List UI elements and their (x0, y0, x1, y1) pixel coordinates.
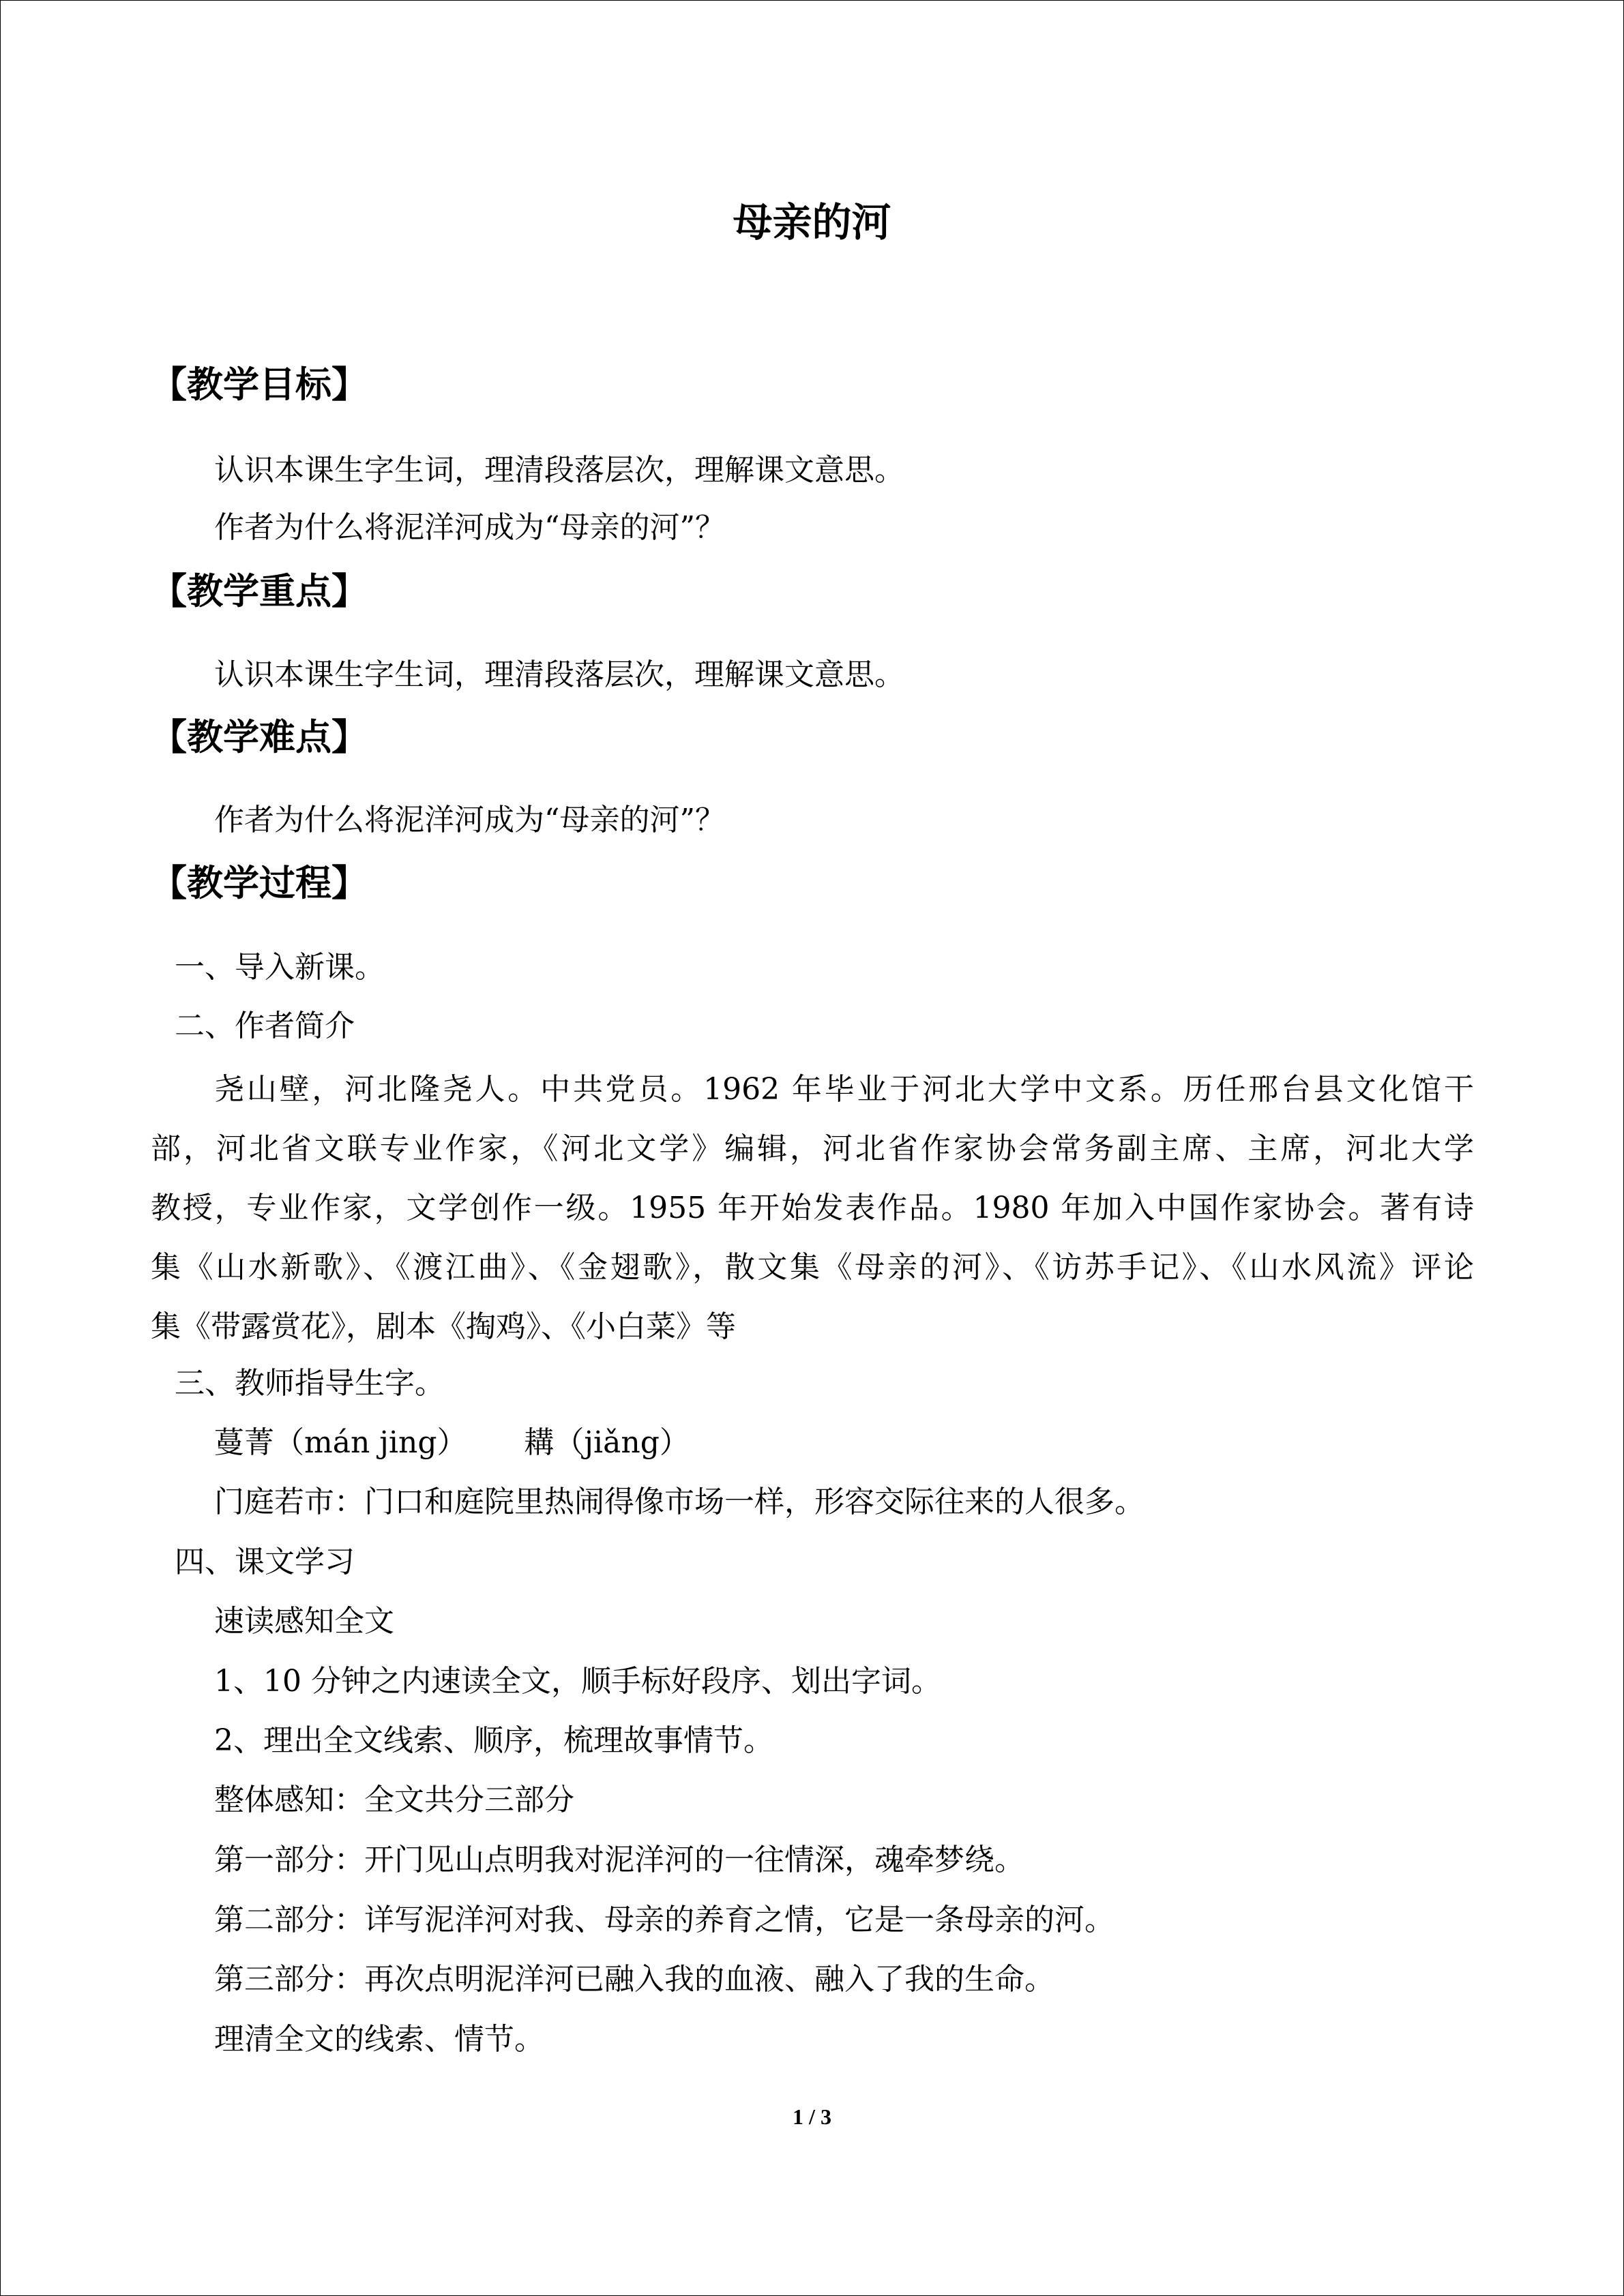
study-line: 2、理出全文线索、顺序，梳理故事情节。 (214, 1723, 773, 1758)
bio-line: 教授，专业作家，文学创作一级。1955 年开始发表作品。1980 年加入中国作家协会。著有诗 (151, 1191, 1474, 1225)
study-line: 第二部分：详写泥洋河对我、母亲的养育之情，它是一条母亲的河。 (214, 1903, 1114, 1937)
heading-process: 【教学过程】 (151, 863, 368, 904)
step-4: 四、课文学习 (175, 1545, 355, 1579)
page-title: 母亲的河 (733, 199, 891, 245)
bio-line: 集《带露赏花》，剧本《掏鸡》、《小白菜》等 (151, 1309, 736, 1344)
step-3: 三、教师指导生字。 (175, 1366, 445, 1401)
step-1: 一、导入新课。 (175, 950, 385, 985)
goal-line-2: 作者为什么将泥洋河成为“母亲的河”？ (214, 510, 725, 545)
study-line: 速读感知全文 (214, 1604, 394, 1639)
author-bio (151, 1060, 1474, 1356)
study-line: 理清全文的线索、情节。 (214, 2022, 544, 2057)
heading-key-points: 【教学重点】 (151, 571, 368, 612)
page-number: 1 / 3 (793, 2104, 831, 2129)
study-line: 1、10 分钟之内速读全文，顺手标好段序、划出字词。 (214, 1664, 941, 1699)
bio-line: 集《山水新歌》、《渡江曲》、《金翅歌》，散文集《母亲的河》、《访苏手记》、《山水风流》评论 (151, 1250, 1474, 1285)
heading-difficulties: 【教学难点】 (151, 717, 368, 758)
study-line: 整体感知：全文共分三部分 (214, 1783, 574, 1817)
bio-line: 部，河北省文联专业作家，《河北文学》编辑，河北省作家协会常务副主席、主席，河北大学 (151, 1131, 1474, 1166)
bio-line: 尧山壁，河北隆尧人。中共党员。1962 年毕业于河北大学中文系。历任邢台县文化馆干 (214, 1072, 1474, 1107)
heading-teaching-goals: 【教学目标】 (151, 364, 368, 406)
goal-line-1: 认识本课生字生词，理清段落层次，理解课文意思。 (214, 453, 904, 488)
pinyin-line: 蔓菁（mán jing） 耩（jiǎng） (214, 1425, 690, 1460)
key-point-line-1: 认识本课生字生词，理清段落层次，理解课文意思。 (214, 657, 904, 692)
study-line: 第一部分：开门见山点明我对泥洋河的一往情深，魂牵梦绕。 (214, 1843, 1024, 1877)
study-line: 第三部分：再次点明泥洋河已融入我的血液、融入了我的生命。 (214, 1962, 1054, 1997)
idiom-line: 门庭若市：门口和庭院里热闹得像市场一样，形容交际往来的人很多。 (214, 1485, 1145, 1519)
step-2: 二、作者简介 (175, 1009, 355, 1043)
difficulty-line-1: 作者为什么将泥洋河成为“母亲的河”？ (214, 803, 725, 837)
